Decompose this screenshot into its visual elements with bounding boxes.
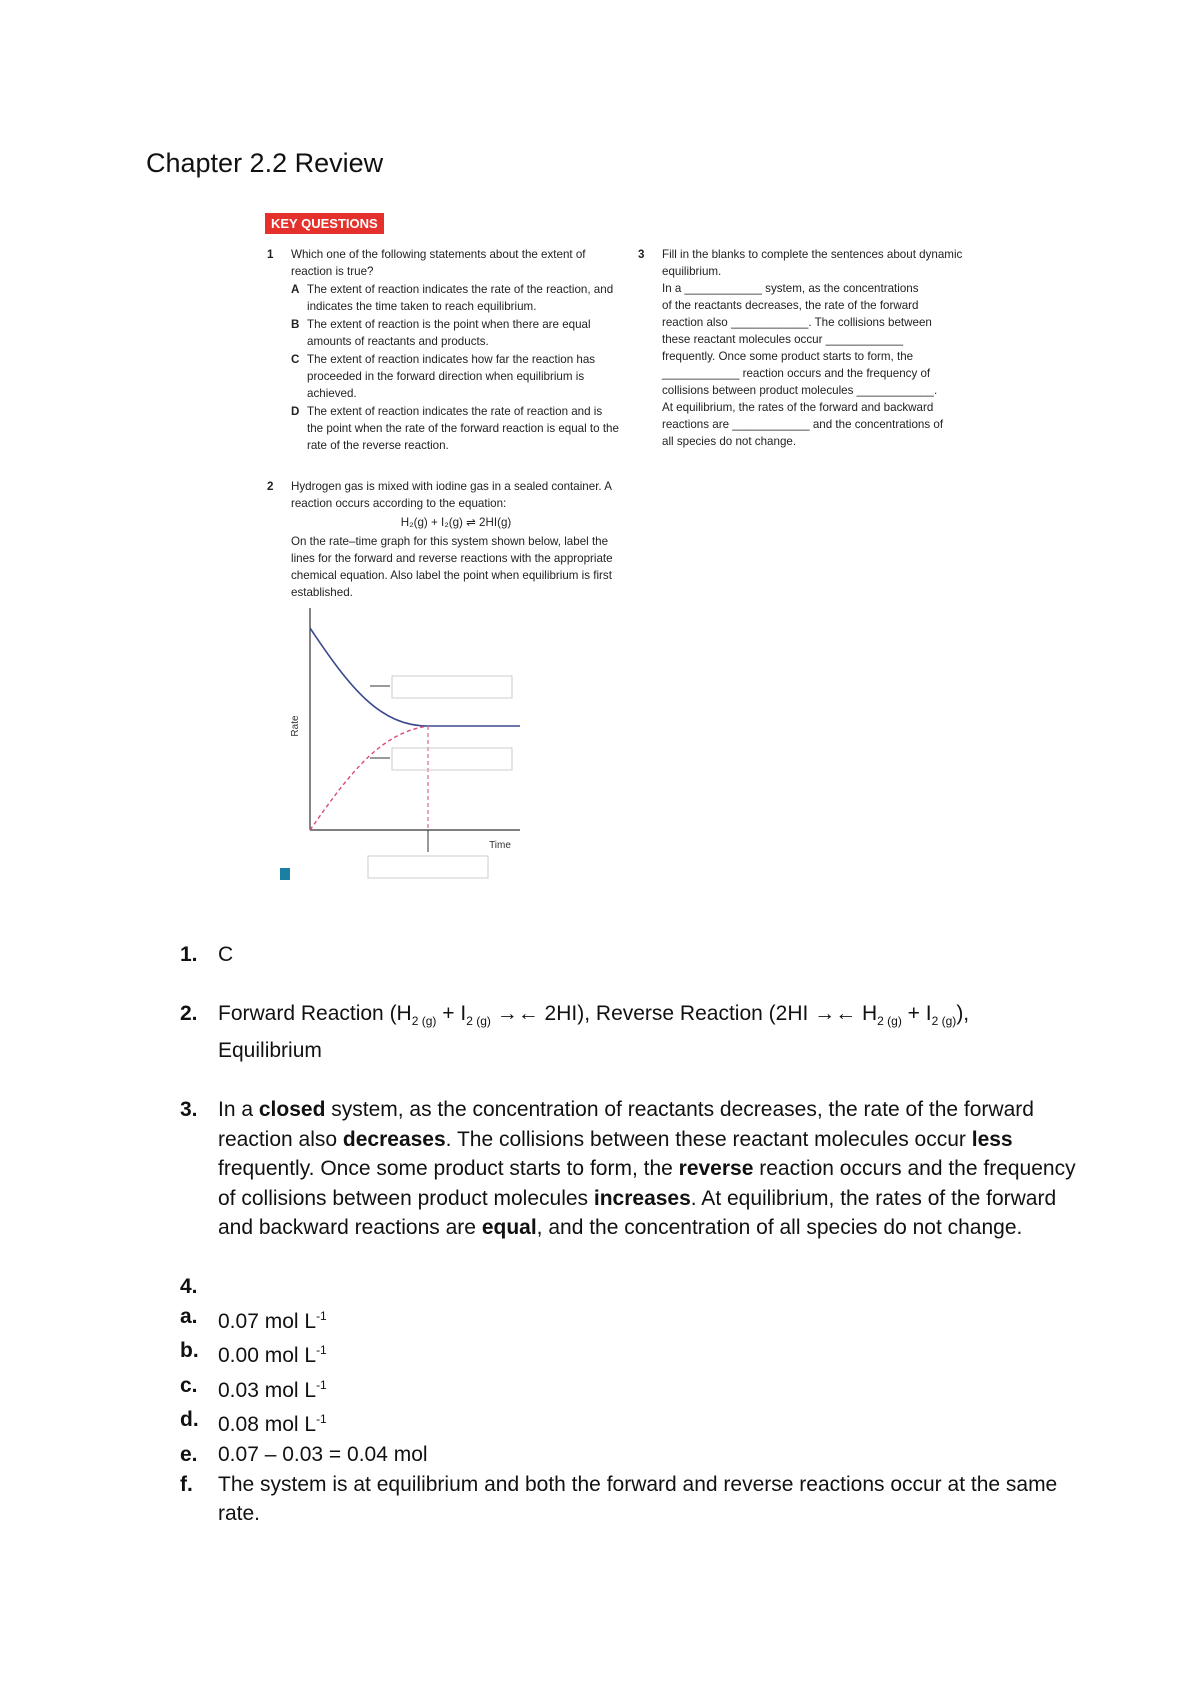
forward-reaction-curve xyxy=(310,628,520,726)
rate-time-graph xyxy=(280,608,540,898)
reverse-reaction-curve xyxy=(310,726,428,830)
answer-4b: b. 0.00 mol $L^{-1}$ xyxy=(180,1339,327,1368)
question-3-line: In a ____________ system, as the concentrations xyxy=(662,282,919,295)
answer-4a: a. 0.07 mol $L^{-1}$ xyxy=(180,1304,327,1333)
answer-4c: c. 0.03 mol $L^{-1}$ xyxy=(180,1373,327,1402)
question-3-line: these reactant molecules occur ____________ xyxy=(662,333,904,346)
question-3-line: ____________ reaction occurs and the frequency of xyxy=(662,367,931,380)
question-3-number: 3 xyxy=(638,248,645,261)
question-2-number: 2 xyxy=(267,480,274,493)
answer-4f: f. The system is at equilibrium and both the forward and reverse reactions occur at the same rate. xyxy=(180,1472,1058,1526)
question-1 xyxy=(267,246,621,454)
question-3-line: collisions between product molecules ____________. xyxy=(662,384,938,397)
question-1-option-d: D The extent of reaction indicates the rate of reaction and is the point when the rate of the forward reaction is equal to the rate of the reverse reaction. xyxy=(291,405,619,452)
answer-4: 4. xyxy=(180,1274,198,1298)
question-3-line: of the reactants decreases, the rate of the forward xyxy=(662,299,919,312)
answer-4d: d. 0.08 mol $L^{-1}$ xyxy=(180,1408,327,1437)
answer-3: 3. In a closed system, as the concentration of reactants decreases, the rate of the forward reaction also decreases. The collisions between these reactant molecules occur less frequently. Once some product starts to form, the reverse reaction occurs and the frequency of collisions between product molecules increases. At equilibrium, the rates of the forward and backward reactions are equal, and the concentration of all species do not change. xyxy=(180,1097,1076,1240)
question-1-option-c: C The extent of reaction indicates how far the reaction has proceeded in the forward direction when equilibrium is achieved. xyxy=(291,353,596,400)
question-3-line: At equilibrium, the rates of the forward and backward xyxy=(662,401,934,414)
x-axis-label: Time xyxy=(489,840,511,851)
question-3-line: reactions are ____________ and the concentrations of xyxy=(662,418,944,431)
page-title: Chapter 2.2 Review xyxy=(146,148,384,178)
question-3 xyxy=(638,246,992,450)
question-3-line: reaction also ____________. The collisions between xyxy=(662,316,932,329)
question-2 xyxy=(267,478,621,601)
question-3-text: Fill in the blanks to complete the sentences about dynamic equilibrium. xyxy=(662,248,963,278)
question-1-number: 1 xyxy=(267,248,274,261)
question-2-instruction: On the rate–time graph for this system shown below, label the lines for the forward and reverse reactions with the appropriate chemical equation. Also label the point when equilibrium is first established. xyxy=(291,535,613,599)
answer-4e: e. 0.07 – 0.03 = 0.04 mol xyxy=(180,1442,428,1466)
question-1-option-a: A The extent of reaction indicates the rate of the reaction, and indicates the time taken to reach equilibrium. xyxy=(291,283,614,313)
forward-label-box xyxy=(392,676,512,698)
answer-1: 1. C xyxy=(180,943,234,966)
key-questions-badge: KEY QUESTIONS xyxy=(265,213,384,234)
question-3-line: frequently. Once some product starts to form, the xyxy=(662,350,914,363)
question-3-line: all species do not change. xyxy=(662,435,797,448)
equilibrium-label-box xyxy=(368,856,488,878)
question-2-text: Hydrogen gas is mixed with iodine gas in a sealed container. A reaction occurs according to the equation: xyxy=(291,480,612,510)
question-1-text: Which one of the following statements about the extent of reaction is true? xyxy=(291,248,586,278)
reverse-label-box xyxy=(392,748,512,770)
page-tab-icon xyxy=(280,868,290,880)
answers-section xyxy=(180,940,1080,1529)
answer-2: 2. Forward Reaction ($H_{2 (g)} + I_{2 (g)}$ →← 2HI), Reverse Reaction (2HI →← $H_{2 (g)} + I_{2 (g)}$), Equilibrium xyxy=(180,1001,970,1063)
y-axis-label: Rate xyxy=(290,715,301,737)
question-2-equation: H₂(g) + I₂(g) ⇌ 2HI(g) xyxy=(400,516,512,529)
question-1-option-b: B The extent of reaction is the point when there are equal amounts of reactants and products. xyxy=(291,318,591,348)
